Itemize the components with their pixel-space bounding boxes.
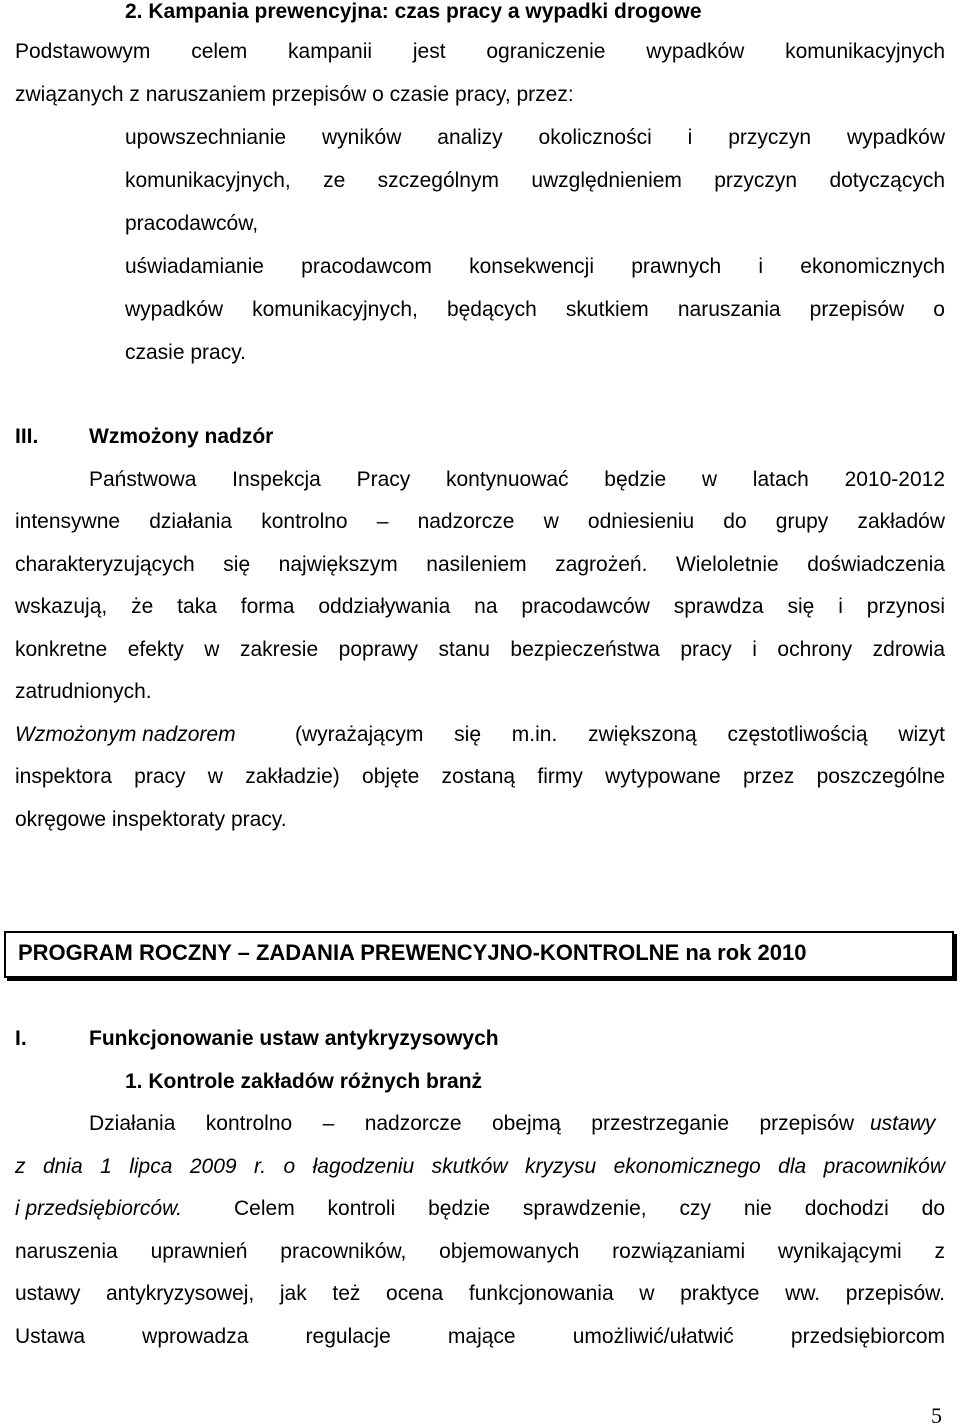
section-3-para-2-line-2: inspektora pracy w zakładzie) objęte zostaną firmy wytypowane przez poszczególne	[15, 765, 945, 788]
section-2-heading: 2. Kampania prewencyjna: czas pracy a wypadki drogowe	[125, 0, 702, 23]
section-3-para-2-emphasis: Wzmożonym nadzorem	[15, 723, 236, 746]
section-1-line-1-law: ustawy	[870, 1112, 936, 1135]
bullet-2-line-2: wypadków komunikacyjnych, będących skutkiem naruszania przepisów o	[125, 298, 945, 321]
section-3-title: Wzmożony nadzór	[89, 425, 274, 448]
bullet-2-line-1: uświadamianie pracodawcom konsekwencji prawnych i ekonomicznych	[125, 255, 945, 278]
section-3-para-1-line-2: intensywne działania kontrolno – nadzorcze w odniesieniu do grupy zakładów	[15, 510, 945, 533]
section-3-para-1-line-4: wskazują, że taka forma oddziaływania na pracodawców sprawdza się i przynosi	[15, 595, 945, 618]
page-number: 5	[931, 1403, 942, 1428]
section-3-para-2-line-1: (wyrażającym się m.in. zwiększoną częstotliwością wizyt	[295, 723, 945, 746]
section-1-line-4: naruszenia uprawnień pracowników, objemowanych rozwiązaniami wynikającymi z	[15, 1240, 945, 1263]
section-1-title: Funkcjonowanie ustaw antykryzysowych	[89, 1027, 499, 1050]
section-1-numeral: I.	[15, 1027, 27, 1050]
section-1-line-1: Działania kontrolno – nadzorcze obejmą przestrzeganie przepisów	[89, 1112, 854, 1135]
bullet-1-line-2: komunikacyjnych, ze szczególnym uwzględnieniem przyczyn dotyczących	[125, 169, 945, 192]
section-3-para-1-line-6: zatrudnionych.	[15, 680, 152, 703]
section-3-para-1-line-1: Państwowa Inspekcja Pracy kontynuować będzie w latach 2010-2012	[89, 468, 945, 491]
section-1-subheading: 1. Kontrole zakładów różnych branż	[125, 1070, 483, 1093]
program-title-box	[4, 931, 954, 978]
section-1-line-3: Celem kontroli będzie sprawdzenie, czy nie dochodzi do	[234, 1197, 945, 1220]
section-1-line-5: ustawy antykryzysowej, jak też ocena funkcjonowania w praktyce ww. przepisów.	[15, 1282, 945, 1305]
bullet-1-line-1: upowszechnianie wyników analizy okoliczności i przyczyn wypadków	[125, 126, 945, 149]
section-2-intro-line-2: związanych z naruszaniem przepisów o czasie pracy, przez:	[15, 83, 574, 106]
section-2-intro-line-1: Podstawowym celem kampanii jest ograniczenie wypadków komunikacyjnych	[15, 40, 945, 63]
section-1-line-3-law: i przedsiębiorców.	[15, 1197, 182, 1220]
section-1-line-2-law: z dnia 1 lipca 2009 r. o łagodzeniu skutków kryzysu ekonomicznego dla pracowników	[15, 1155, 945, 1178]
section-3-para-1-line-5: konkretne efekty w zakresie poprawy stanu bezpieczeństwa pracy i ochrony zdrowia	[15, 638, 945, 661]
program-title: PROGRAM ROCZNY – ZADANIA PREWENCYJNO-KONTROLNE na rok 2010	[18, 940, 807, 965]
section-1-line-6: Ustawa wprowadza regulacje mające umożliwić/ułatwić przedsiębiorcom	[15, 1325, 945, 1348]
section-3-para-2-line-3: okręgowe inspektoraty pracy.	[15, 808, 287, 831]
bullet-2-line-3: czasie pracy.	[125, 341, 246, 364]
bullet-1-line-3: pracodawców,	[125, 212, 259, 235]
section-3-numeral: III.	[15, 425, 39, 448]
section-3-para-1-line-3: charakteryzujących się największym nasileniem zagrożeń. Wieloletnie doświadczenia	[15, 553, 945, 576]
